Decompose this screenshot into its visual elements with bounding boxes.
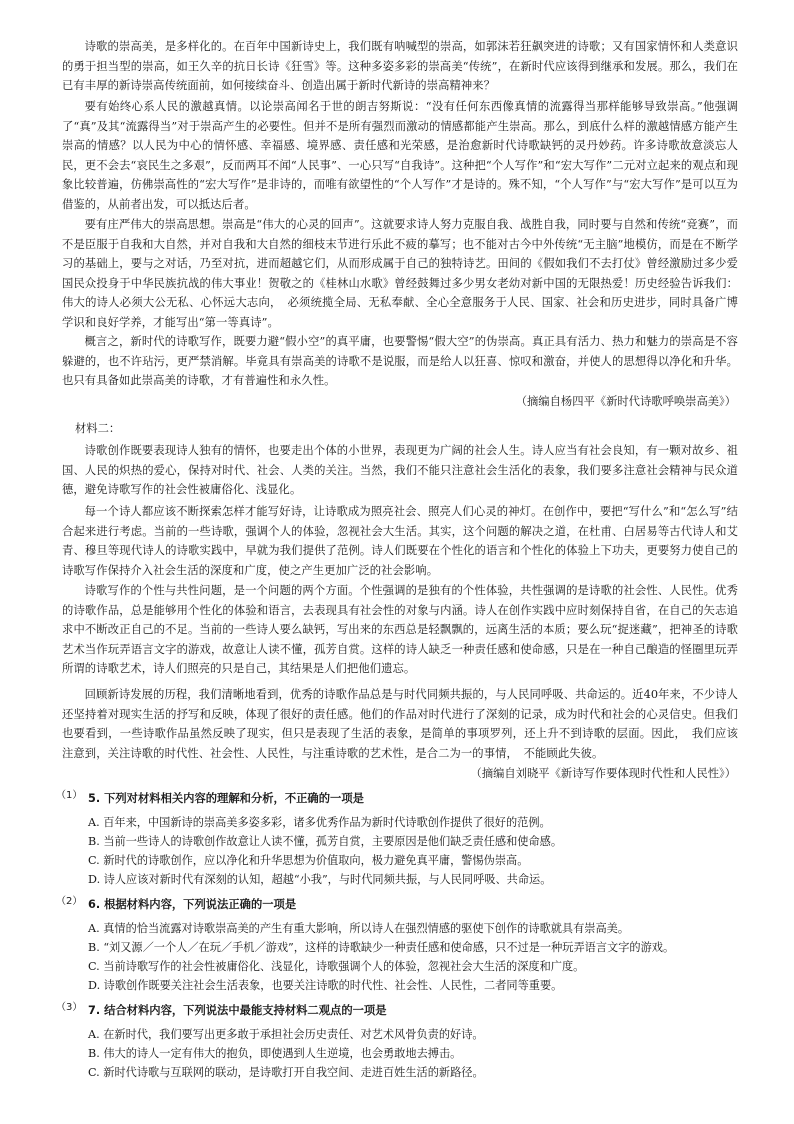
material-one-paragraph: 概言之，新时代的诗歌写作，既要力避“假小空”的真平庸，也要警惕“假大空”的伪崇高。真正具有活力、热力和魅力的崇高是不容躲避的，也不许玷污，更严禁消解。毕竟具有崇高美的诗歌不是说服，而是给人以狂喜、惊叹和激奋，并使人的思想得以净化和升华。也只有具备如此崇高美的诗歌，才有普遍性和永久性。	[62, 335, 738, 388]
answer-option[interactable]: B. 当前一些诗人的诗歌创作故意让人读不懂，孤芳自赏，主要原因是他们缺乏责任感和使命感。	[88, 835, 563, 848]
material-one-paragraph: 要有庄严伟大的崇高思想。崇高是“伟大的心灵的回声”。这就要求诗人努力克服自我、战胜自我，同时要与自然和传统“竞赛”，而不是臣服于自我和大自然，并对自我和大自然的细枝末节进行乐此不疲的摹写；也不能对古今中外传统“无主脑”地模仿，而是在不断学习的基础上，要与之对话，乃至对抗，进而超越它们，从而形成属于自己的独特诗艺。田间的《假如我们不去打仗》曾经激励过多少爱国民众投身于中华民族抗战的伟大事业！贺敬之的《桂林山水歌》曾经鼓舞过多少男女老幼对新中国的无限热爱！历史经验告诉我们：伟大的诗人必须大公无私、心怀远大志向， 必须统揽全局、无私奉献、全心全意服务于人民、国家、社会和历史进步，同时具备广博学识和良好学养，才能写出“第一等真诗”。	[62, 218, 738, 329]
answer-option[interactable]: C. 当前诗歌写作的社会性被庸俗化、浅显化，诗歌强调个人的体验，忽视社会大生活的深度和广度。	[88, 960, 585, 973]
question-marker: （2）	[56, 896, 83, 907]
answer-option[interactable]: D. 诗歌创作既要关注社会生活表象，也要关注诗歌的时代性、社会性、人民性，二者同等重要。	[88, 979, 563, 992]
question-stem: 7. 结合材料内容，下列说法中最能支持材料二观点的一项是	[88, 1004, 387, 1017]
material-one-paragraph: 诗歌的崇高美，是多样化的。在百年中国新诗史上，我们既有呐喊型的崇高，如郭沫若狂飙突进的诗歌；又有国家情怀和人类意识的勇于担当型的崇高，如王久辛的抗日长诗《狂雪》等。这种多姿多彩的崇高美“传统”，在新时代应该得到继承和发展。那么，我们在已有丰厚的新诗崇高传统面前，如何接续奋斗、创造出属于新时代新诗的崇高精神来？	[62, 40, 738, 93]
answer-option[interactable]: A. 在新时代，我们要写出更多敢于承担社会历史责任、对艺术风骨负责的好诗。	[88, 1028, 484, 1041]
material-two-paragraph: 回顾新诗发展的历程，我们清晰地看到，优秀的诗歌作品总是与时代同频共振的，与人民同呼吸、共命运的。近40年来，不少诗人还坚持着对现实生活的抒写和反映，体现了很好的责任感。他们的作品对时代进行了深刻的记录，成为时代和社会的心灵信史。但我们也要看到，一些诗歌作品虽然反映了现实，但只是表现了生活的表象，是简单的事项罗列，还上升不到诗歌的层面。因此， 我们应该注意到，关注诗歌的时代性、社会性、人民性，与注重诗歌的艺术性，是合二为一的事情， 不能顾此失彼。	[62, 688, 738, 760]
material-one-source: （摘编自杨四平《新时代诗歌呼唤崇高美》）	[515, 395, 736, 408]
answer-option[interactable]: D. 诗人应该对新时代有深刻的认知，超越“小我”，与时代同频共振，与人民同呼吸、共命运。	[88, 873, 552, 886]
material-two-paragraph: 诗歌创作既要表现诗人独有的情怀，也要走出个体的小世界，表现更为广阔的社会人生。诗人应当有社会良知，有一颗对故乡、祖国、人民的炽热的爱心，保持对时代、社会、人类的关注。当然，我们不能只注意社会生活化的表象，我们要多注意社会精神与民众道德，避免诗歌写作的社会性被庸俗化、浅显化。	[62, 444, 738, 497]
answer-option[interactable]: B. 伟大的诗人一定有伟大的抱负，即使遇到人生逆境，也会勇敢地去搏击。	[88, 1047, 462, 1060]
answer-option[interactable]: C. 新时代的诗歌创作，应以净化和升华思想为价值取向，极力避免真平庸，警惕伪崇高。	[88, 854, 529, 867]
question-stem: 6. 根据材料内容，下列说法正确的一项是	[88, 898, 297, 911]
answer-option[interactable]: B. “刘又源／一个人／在玩／手机／游戏”，这样的诗歌缺少一种责任感和使命感，只不过是一种玩弄语言文字的游戏。	[88, 941, 675, 954]
material-two-paragraph: 诗歌写作的个性与共性问题，是一个问题的两个方面。个性强调的是独有的个性体验，共性强调的是诗歌的社会性、人民性。优秀的诗歌作品，总是能够用个性化的体验和语言，去表现具有社会性的对象与内涵。诗人在创作实践中应时刻保持自省，在自己的矢志追求中不断改正自己的不足。当前的一些诗人要么缺钙，写出来的东西总是轻飘飘的，远离生活的本质；要么玩“捉迷藏”，把神圣的诗歌艺术当作玩弄语言文字的游戏，故意让人读不懂，孤芳自赏。这样的诗人缺乏一种责任感和使命感，只是在一种自己酿造的怪圈里玩弄所谓的诗歌艺术，诗人们照亮的只是自己，其结果是人们把他们遗忘。	[62, 584, 738, 676]
material-two-label: 材料二：	[75, 422, 121, 435]
answer-option[interactable]: A. 百年来，中国新诗的崇高美多姿多彩，诸多优秀作品为新时代诗歌创作提供了很好的范例。	[88, 816, 551, 829]
answer-option[interactable]: A. 真情的恰当流露对诗歌崇高美的产生有重大影响，所以诗人在强烈情感的驱使下创作的诗歌就具有崇高美。	[88, 922, 630, 935]
answer-option[interactable]: C. 新时代诗歌与互联网的联动，是诗歌打开自我空间、走进百姓生活的新路径。	[88, 1066, 484, 1079]
question-stem: 5. 下列对材料相关内容的理解和分析，不正确的一项是	[88, 792, 364, 805]
question-marker: （1）	[56, 790, 83, 801]
material-two-source: （摘编自刘晓平《新诗写作要体现时代性和人民性》）	[470, 767, 736, 780]
material-one-paragraph: 要有始终心系人民的激越真情。以论崇高闻名于世的朗吉努斯说：“没有任何东西像真情的流露得当那样能够导致崇高。”他强调了“真”及其“流露得当”对于崇高产生的必要性。但并不是所有强烈而激动的情感都能产生崇高。那么，到底什么样的激越情感方能产生崇高的情感？以人民为中心的情怀感、幸福感、境界感、责任感和光荣感，是治愈新时代诗歌缺钙的灵丹妙药。许多诗歌故意淡忘人民，更不会去“哀民生之多艰”，反而两耳不闻“人民事”、一心只写“自我诗”。这种把“个人写作”和“宏大写作”二元对立起来的观点和现象比较普遍，仿佛崇高性的“宏大写作”是非诗的，而唯有欲望性的“个人写作”才是诗的。殊不知，“个人写作”与“宏大写作”是可以互为借鉴的，从前者出发，可以抵达后者。	[62, 100, 738, 211]
material-two-paragraph: 每一个诗人都应该不断探索怎样才能写好诗，让诗歌成为照亮社会、照亮人们心灵的神灯。在创作中，要把“写什么”和“怎么写”结合起来进行考虑。当前的一些诗歌，强调个人的体验，忽视社会大生活。其实，这个问题的解决之道，在杜甫、白居易等古代诗人和艾青、穆旦等现代诗人的诗歌实践中，早就为我们提供了范例。诗人们既要在个性化的语言和个性化的体验上下功夫，更要努力使自己的诗歌写作保持介入社会生活的深度和广度，使之产生更加广泛的社会影响。	[62, 505, 738, 577]
question-marker: （3）	[56, 1002, 83, 1013]
